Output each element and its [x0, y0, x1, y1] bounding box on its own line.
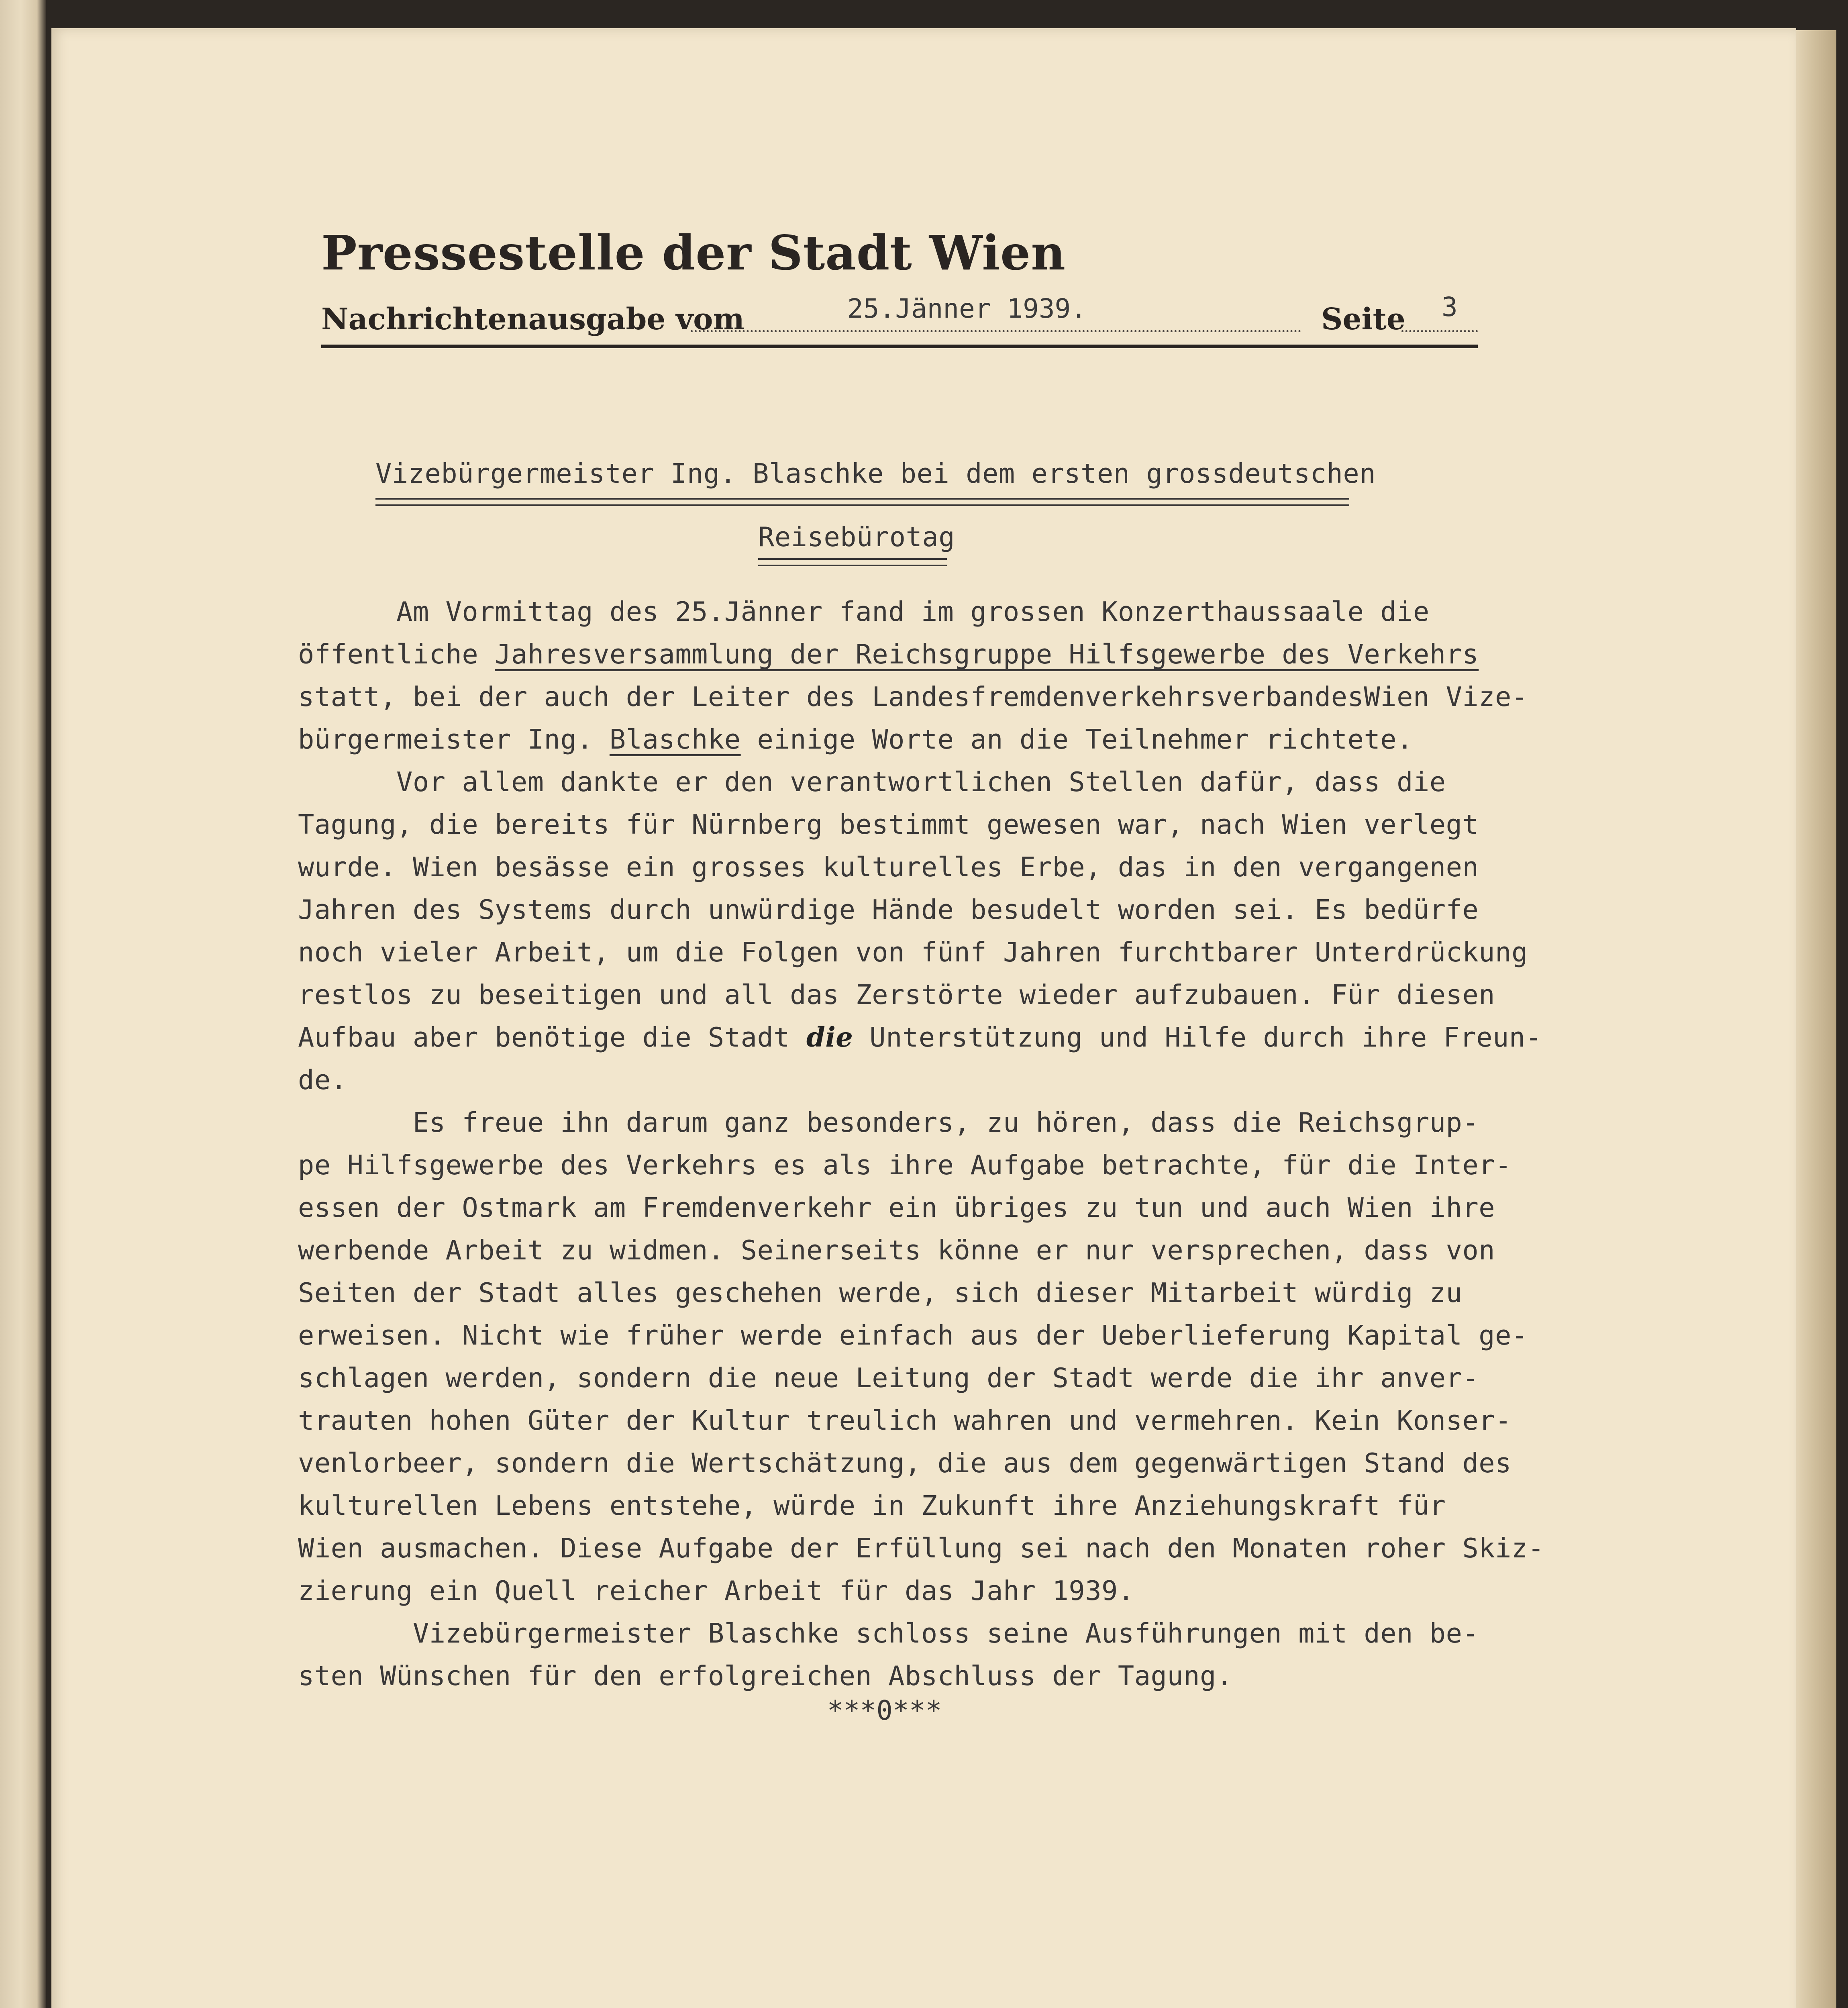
book-binding	[0, 0, 46, 2008]
text-line: schlagen werden, sondern die neue Leitung der Stadt werde die ihr anver-	[298, 1362, 1479, 1394]
page-label: Seite	[1321, 302, 1405, 337]
edition-line	[321, 293, 1478, 345]
article-body	[298, 590, 1544, 1697]
text-line: Jahren des Systems durch unwürdige Hände besudelt worden sei. Es bedürfe	[298, 894, 1479, 925]
text-line: Am Vormittag des 25.Jänner fand im grossen Konzerthaussaale die	[298, 596, 1430, 627]
text-line: Vor allem dankte er den verantwortlichen Stellen dafür, dass die	[298, 766, 1446, 798]
masthead-title: Pressestelle der Stadt Wien	[321, 225, 1066, 281]
underlined-name: Blaschke	[609, 724, 741, 755]
text-line: Seiten der Stadt alles geschehen werde, sich dieser Mitarbeit würdig zu	[298, 1277, 1462, 1308]
edition-label: Nachrichtenausgabe vom	[321, 302, 745, 337]
closing-mark: ***0***	[827, 1695, 942, 1726]
text-line: kulturellen Lebens entstehe, würde in Zukunft ihre Anziehungskraft für	[298, 1490, 1446, 1521]
page-number: 3	[1442, 292, 1458, 322]
text-line: trauten hohen Güter der Kultur treulich wahren und vermehren. Kein Konser-	[298, 1405, 1511, 1436]
text-line: erweisen. Nicht wie früher werde einfach aus der Ueberlieferung Kapital ge-	[298, 1320, 1528, 1351]
handwritten-correction: die	[806, 1021, 853, 1053]
dotted-fill-line	[691, 330, 1301, 332]
edition-date: 25.Jänner 1939.	[847, 293, 1087, 324]
text-line: öffentliche Jahresversammlung der Reichsgruppe Hilfsgewerbe des Verkehrs	[298, 639, 1479, 670]
text-line: sten Wünschen für den erfolgreichen Abschluss der Tagung.	[298, 1660, 1233, 1692]
text-line: pe Hilfsgewerbe des Verkehrs es als ihre Aufgabe betrachte, für die Inter-	[298, 1149, 1511, 1181]
text-line: Wien ausmachen. Diese Aufgabe der Erfüllung sei nach den Monaten roher Skiz-	[298, 1533, 1544, 1564]
text-line: essen der Ostmark am Fremdenverkehr ein übriges zu tun und auch Wien ihre	[298, 1192, 1495, 1223]
article-subheadline: Reisebürotag	[758, 521, 955, 553]
page-edges	[1796, 30, 1836, 2008]
text-line: zierung ein Quell reicher Arbeit für das Jahr 1939.	[298, 1575, 1134, 1606]
text-line: wurde. Wien besässe ein grosses kulturelles Erbe, das in den vergangenen	[298, 851, 1479, 883]
text-line: bürgermeister Ing. Blaschke einige Worte an die Teilnehmer richtete.	[298, 724, 1413, 755]
text-line: statt, bei der auch der Leiter des LandesfremdenverkehrsverbandesWien Vize-	[298, 681, 1528, 712]
text-line: restlos zu beseitigen und all das Zerstörte wieder aufzubauen. Für diesen	[298, 979, 1495, 1010]
text-line: venlorbeer, sondern die Wertschätzung, die aus dem gegenwärtigen Stand des	[298, 1447, 1511, 1479]
text-line: de.	[298, 1064, 347, 1096]
masthead-rule	[321, 345, 1478, 348]
text-line: Vizebürgermeister Blaschke schloss seine Ausführungen mit den be-	[298, 1618, 1479, 1649]
article-headline: Vizebürgermeister Ing. Blaschke bei dem ersten grossdeutschen	[375, 458, 1376, 489]
dotted-fill-line	[1401, 330, 1478, 332]
text-line: Aufbau aber benötige die Stadt die Unterstützung und Hilfe durch ihre Freun-	[298, 1021, 1542, 1053]
text-line: werbende Arbeit zu widmen. Seinerseits könne er nur versprechen, dass von	[298, 1235, 1495, 1266]
text-line: Tagung, die bereits für Nürnberg bestimmt gewesen war, nach Wien verlegt	[298, 809, 1479, 840]
subheadline-double-rule	[758, 558, 947, 566]
headline-double-rule	[375, 498, 1349, 506]
text-line: Es freue ihn darum ganz besonders, zu hören, dass die Reichsgrup-	[298, 1107, 1479, 1138]
underlined-event-name: Jahresversammlung der Reichsgruppe Hilfsgewerbe des Verkehrs	[495, 639, 1479, 670]
text-line: noch vieler Arbeit, um die Folgen von fünf Jahren furchtbarer Unterdrückung	[298, 937, 1528, 968]
